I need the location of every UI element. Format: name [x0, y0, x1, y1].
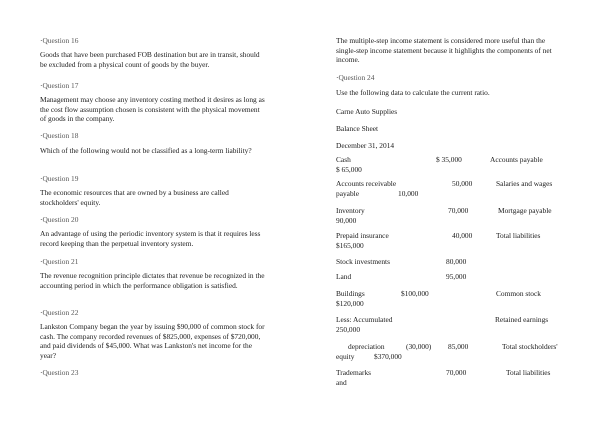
- statement-date: December 31, 2014: [336, 141, 395, 150]
- table-cell: Trademarks: [336, 368, 372, 377]
- question-22-text: Lankston Company began the year by issuing $90,000 of common stock for cash. The company recorded revenues of $825,000, expenses of $720,000, and paid dividends of $45,000. What was Lankston's net income for the year?: [40, 322, 265, 360]
- bullet-dot-icon: ·: [40, 215, 43, 224]
- table-cell: Accounts payable: [490, 155, 543, 164]
- question-20-label: ·Question 20: [40, 215, 79, 224]
- question-19-text: The economic resources that are owned by a business are called stockholders' equity.: [40, 188, 229, 207]
- table-cell: depreciation: [348, 342, 385, 351]
- question-20-text: An advantage of using the periodic inventory system is that it requires less record keeping than the perpetual inventory system.: [40, 229, 261, 248]
- question-17-label: ·Question 17: [40, 81, 79, 90]
- table-cell: 80,000: [446, 257, 467, 266]
- table-cell: $ 35,000: [436, 155, 462, 164]
- table-cell: $100,000: [401, 289, 429, 298]
- company-name: Carne Auto Supplies: [336, 107, 398, 116]
- question-19-label: ·Question 19: [40, 174, 79, 183]
- statement-title: Balance Sheet: [336, 124, 379, 133]
- question-18-label: ·Question 18: [40, 131, 79, 140]
- question-23-text: The multiple-step income statement is considered more useful than the single-step income statement because it highlights the components of net income.: [336, 36, 552, 65]
- question-24-label: ·Question 24: [336, 73, 375, 82]
- bullet-dot-icon: ·: [40, 81, 43, 90]
- table-cell: Buildings: [336, 289, 365, 298]
- question-22-label: ·Question 22: [40, 308, 79, 317]
- table-cell: 70,000: [446, 368, 467, 377]
- question-18-text: Which of the following would not be classified as a long-term liability?: [40, 146, 252, 155]
- table-cell: 40,000: [452, 231, 473, 240]
- table-cell: Total liabilities: [496, 231, 541, 240]
- table-cell: Mortgage payable: [498, 206, 552, 215]
- table-cell: Retained earnings: [495, 315, 549, 324]
- question-17-text: Management may choose any inventory costing method it desires as long as the cost flow assumption chosen is consistent with the physical movement of goods in the company.: [40, 95, 265, 124]
- table-cell: 85,000: [448, 342, 469, 351]
- table-cell: equity: [336, 352, 355, 361]
- table-cell: 250,000: [336, 325, 361, 334]
- question-23-label: ·Question 23: [40, 368, 79, 377]
- table-cell: and: [336, 378, 347, 387]
- bullet-dot-icon: ·: [336, 73, 339, 82]
- table-cell: 90,000: [336, 216, 357, 225]
- table-cell: (30,000): [406, 342, 432, 351]
- question-16-label: ·Question 16: [40, 36, 79, 45]
- question-21-text: The revenue recognition principle dictates that revenue be recognized in the accounting period in which the performance obligation is satisfied.: [40, 271, 265, 290]
- table-cell: Total liabilities: [506, 368, 551, 377]
- table-cell: $165,000: [336, 241, 364, 250]
- table-cell: Land: [336, 272, 352, 281]
- table-cell: Salaries and wages: [496, 179, 553, 188]
- table-cell: Stock investments: [336, 257, 390, 266]
- table-cell: 50,000: [452, 179, 473, 188]
- table-cell: 70,000: [448, 206, 469, 215]
- question-21-label: ·Question 21: [40, 257, 79, 266]
- bullet-dot-icon: ·: [40, 308, 43, 317]
- table-cell: 95,000: [446, 272, 467, 281]
- table-cell: $120,000: [336, 299, 364, 308]
- table-cell: 10,000: [398, 189, 419, 198]
- table-cell: Prepaid insurance: [336, 231, 389, 240]
- bullet-dot-icon: ·: [40, 36, 43, 45]
- bullet-dot-icon: ·: [40, 131, 43, 140]
- table-cell: Common stock: [496, 289, 541, 298]
- table-cell: $370,000: [374, 352, 402, 361]
- table-cell: Cash: [336, 155, 351, 164]
- bullet-dot-icon: ·: [40, 257, 43, 266]
- table-cell: $ 65,000: [336, 165, 362, 174]
- table-cell: Inventory: [336, 206, 365, 215]
- table-cell: Accounts receivable: [336, 179, 397, 188]
- table-cell: Total stockholders': [502, 342, 558, 351]
- bullet-dot-icon: ·: [40, 174, 43, 183]
- bullet-dot-icon: ·: [40, 368, 43, 377]
- table-cell: Less: Accumulated: [336, 315, 393, 324]
- question-24-text: Use the following data to calculate the current ratio.: [336, 88, 490, 97]
- table-cell: payable: [336, 189, 359, 198]
- question-16-text: Goods that have been purchased FOB destination but are in transit, should be excluded from a physical count of goods by the buyer.: [40, 50, 260, 69]
